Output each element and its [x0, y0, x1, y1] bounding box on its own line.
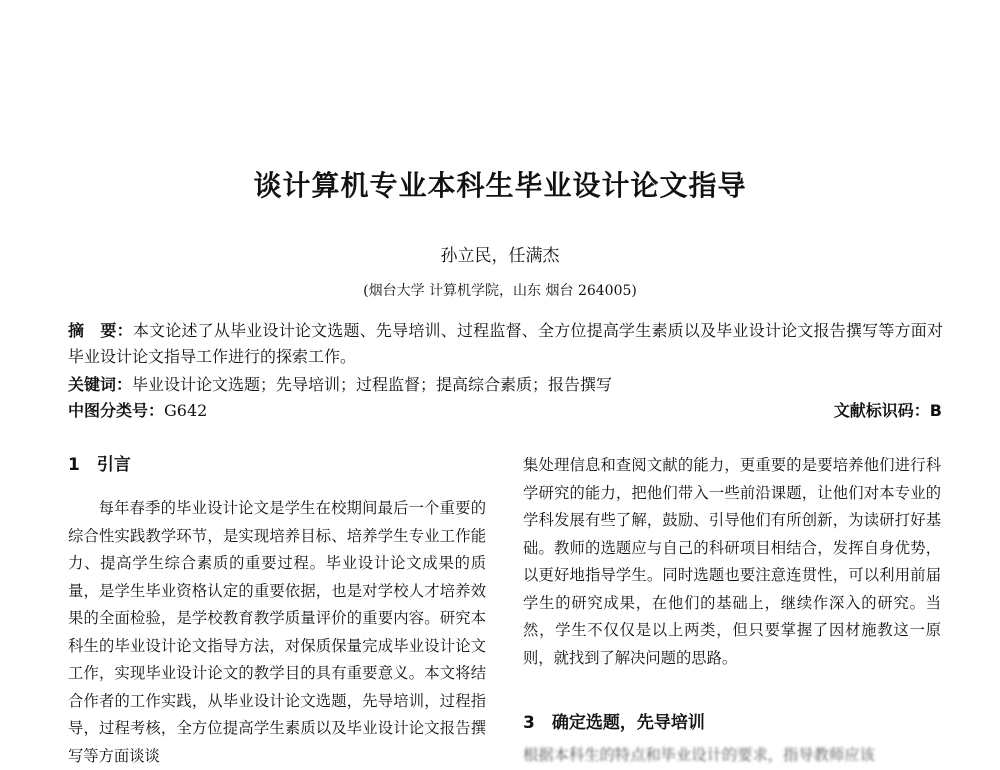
affiliation: (烟台大学 计算机学院，山东 烟台 264005): [363, 283, 637, 299]
left-column: [68, 495, 486, 770]
section-1-heading: 1 引言: [68, 455, 131, 475]
cut-off-line: 根据本科生的特点和毕业设计的要求，指导教师应该: [523, 746, 875, 764]
abstract-text: 本文论述了从毕业设计论文选题、先导培训、过程监督、全方位提高学生素质以及毕业设计论文报告撰写等方面对毕业设计论文指导工作进行的探索工作。: [68, 321, 943, 366]
paper-title: 谈计算机专业本科生毕业设计论文指导: [253, 169, 747, 202]
abstract: [68, 318, 943, 370]
keywords-label: 关键词：: [68, 375, 133, 394]
authors: 孙立民，任满杰: [440, 246, 560, 266]
clc-number: [68, 398, 207, 424]
keywords: [68, 372, 943, 398]
clc-label: 中图分类号：: [68, 401, 165, 420]
clc-value: G642: [164, 401, 208, 420]
section-3-heading: 3 确定选题，先导培训: [523, 713, 705, 733]
section-1-paragraph: 每年春季的毕业设计论文是学生在校期间最后一个重要的综合性实践教学环节，是实现培养目标、培养学生专业工作能力、提高学生综合素质的重要过程。毕业设计论文成果的质量，是学生毕业资格认定的重要依据，也是对学校人才培养效果的全面检验，是学校教育教学质量评价的重要内容。研究本科生的毕业设计论文指导方法，对保质保量完成毕业设计论文工作，实现毕业设计论文的教学目的具有重要意义。本文将结合作者的工作实践，从毕业设计论文选题，先导培训，过程指导，过程考核，全方位提高学生素质以及毕业设计论文报告撰写等方面谈谈: [68, 499, 486, 765]
right-column: [523, 452, 941, 672]
right-column-paragraph: 集处理信息和查阅文献的能力，更重要的是要培养他们进行科学研究的能力，把他们带入一些前沿课题，让他们对本专业的学科发展有些了解，鼓励、引导他们有所创新，为读研打好基础。教师的选题应与自己的科研项目相结合，发挥自身优势，以更好地指导学生。同时选题也要注意连贯性，可以利用前届学生的研究成果，在他们的基础上，继续作深入的研究。当然，学生不仅仅是以上两类，但只要掌握了因材施教这一原则，就找到了解决问题的思路。: [523, 456, 941, 667]
doc-code-value: B: [929, 401, 942, 420]
abstract-label: 摘 要：: [68, 321, 133, 340]
document-code: [834, 398, 942, 424]
keywords-text: 毕业设计论文选题；先导培训；过程监督；提高综合素质；报告撰写: [132, 375, 613, 394]
doc-code-label: 文献标识码：: [833, 401, 930, 420]
